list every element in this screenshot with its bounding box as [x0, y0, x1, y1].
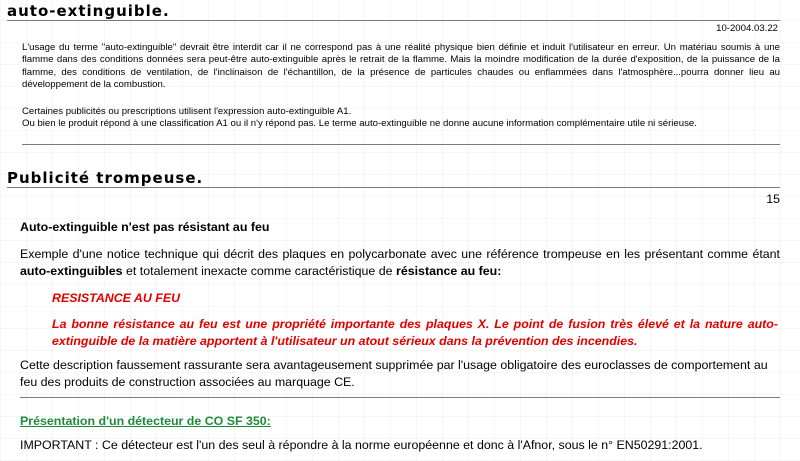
section-title-publicite-trompeuse: Publicité trompeuse.: [7, 169, 204, 187]
paragraph-conclusion: Cette description faussement rassurante sera avantageusement supprimée par l'usage obligatoire des euroclasses de comportement au feu des produits de construction associées au marquage CE.: [20, 358, 768, 389]
divider: [7, 187, 780, 188]
quote-heading: RESISTANCE AU FEU: [52, 291, 181, 305]
detector-title: Présentation d'un détecteur de CO SF 350:: [20, 414, 271, 428]
paragraph-a1-line1: Certaines publicités ou prescriptions utilisent l'expression auto-extinguible A1.: [22, 106, 352, 117]
paragraph-a1-line2: Ou bien le produit répond à une classification A1 ou il n'y répond pas. Le terme auto-extinguible ne donne aucune information complémentaire utile ni sérieuse.: [22, 118, 697, 129]
document-date: 10-2004.03.22: [716, 23, 778, 34]
intro-text: Exemple d'une notice technique qui décrit des plaques en polycarbonate avec une référence trompeuse en les présentant comme étant: [20, 247, 780, 261]
divider: [20, 397, 780, 398]
intro-bold-auto-extinguibles: auto-extinguibles: [20, 263, 123, 278]
paragraph-important: IMPORTANT : Ce détecteur est l'un des seul à répondre à la norme européenne et donc à l'Afnor, sous le n° EN50291:2001.: [20, 438, 703, 452]
quote-body: La bonne résistance au feu est une propriété importante des plaques X. Le point de fusion très élevé et la nature auto-extinguible de la matière apportent à l'utilisateur un atout sérieux dans la prévention des incendies.: [52, 317, 778, 348]
paragraph-example: [20, 246, 780, 279]
section-title-auto-extinguible: auto-extinguible.: [7, 2, 170, 20]
page-number: 15: [766, 192, 780, 206]
subtitle-not-fire-resistant: Auto-extinguible n'est pas résistant au feu: [20, 220, 270, 234]
paragraph-definition: L'usage du terme "auto-extinguible" devrait être interdit car il ne correspond pas à une réalité physique bien définie et induit l'utilisateur en erreur. Un matériau soumis à une flamme dans des conditions données sera peut-être auto-extinguible après le retrait de la flamme. Mais la moindre modification de la durée d'exposition, de la puissance de la flamme, des conditions de ventilation, de l'inclinaison de l'échantillon, de la présence de particules chaudes ou enflammées dans l'atmosphère...pourra donner lieu au développement de la combustion.: [22, 42, 780, 91]
divider: [22, 144, 780, 145]
intro-text-2: et totalement inexacte comme caractéristique de: [122, 263, 396, 278]
intro-bold-resistance: résistance au feu:: [396, 263, 502, 278]
divider: [7, 20, 780, 21]
